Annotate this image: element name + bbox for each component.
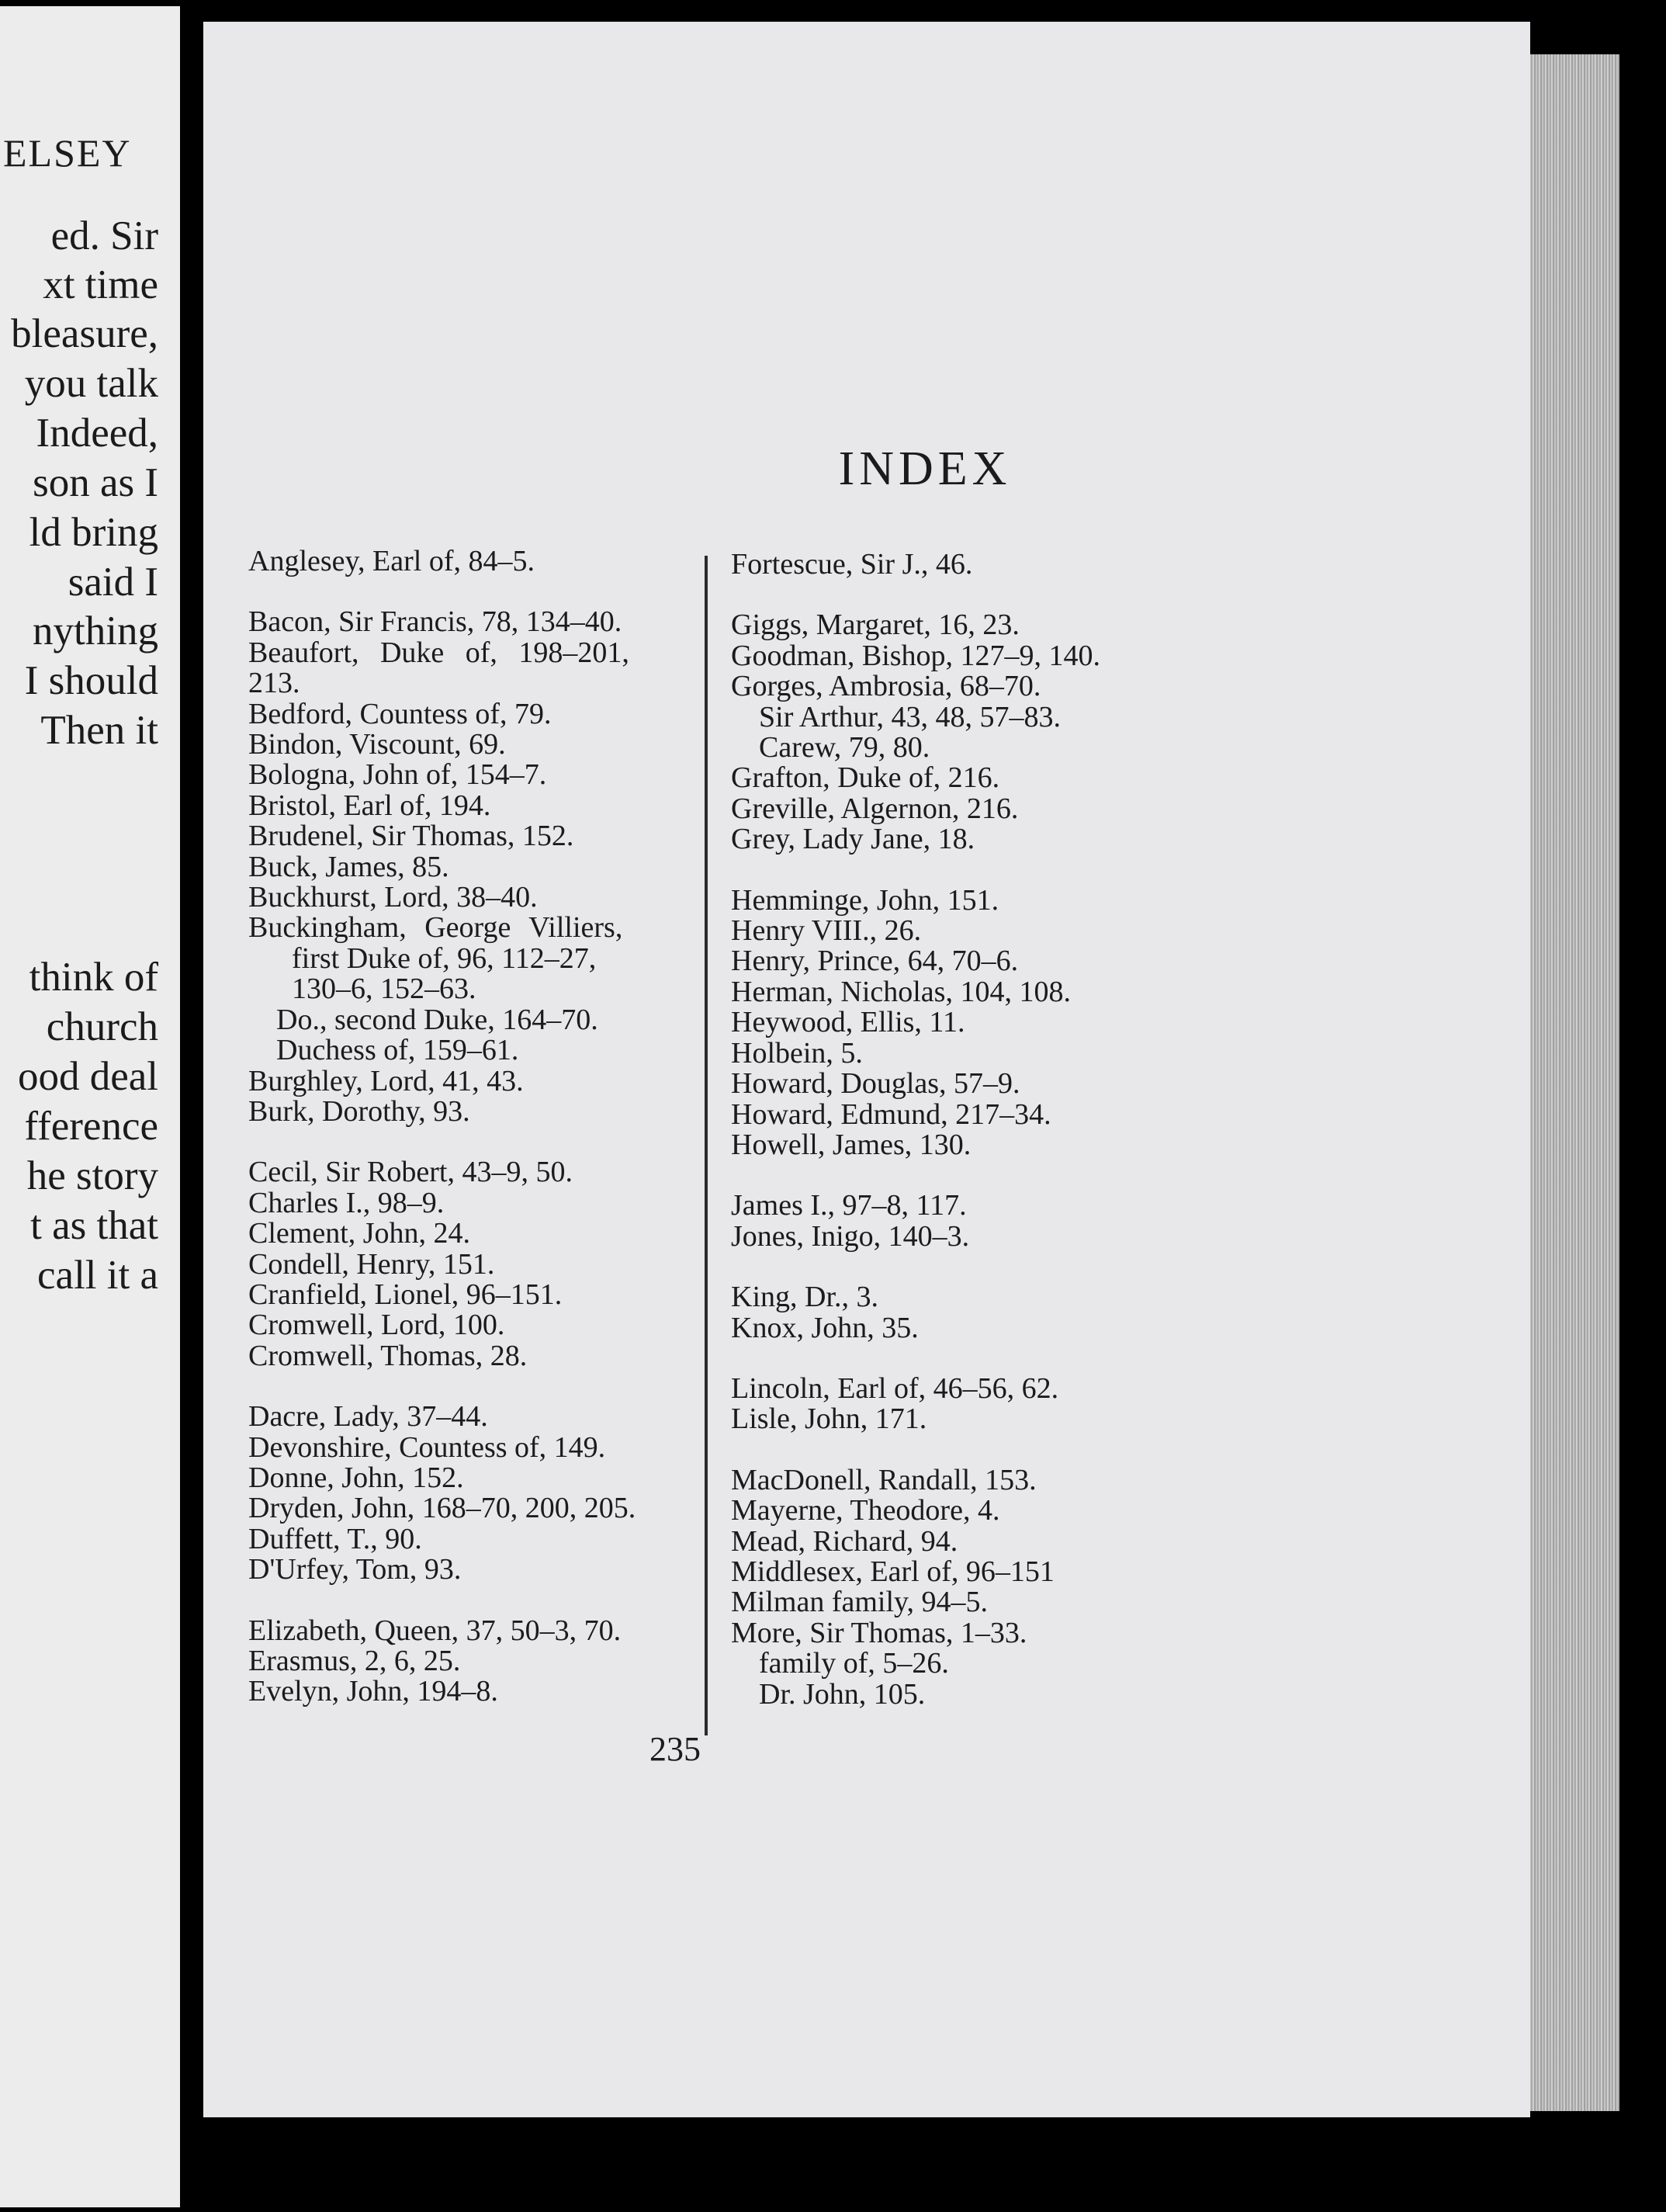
- left-line: xt time: [43, 262, 158, 307]
- left-line: he story: [26, 1153, 158, 1198]
- index-entry: Jones, Inigo, 140–3.: [731, 1219, 970, 1253]
- index-entry: Henry, Prince, 64, 70–6.: [731, 945, 1019, 978]
- index-entry: More, Sir Thomas, 1–33.: [731, 1616, 1027, 1649]
- index-entry: Erasmus, 2, 6, 25.: [248, 1645, 461, 1677]
- left-line: ld bring: [29, 510, 158, 555]
- index-entry: Duchess of, 159–61.: [276, 1034, 519, 1067]
- left-line: Then it: [40, 708, 158, 753]
- left-running-head: ELSEY: [3, 131, 132, 175]
- index-entry: Buckhurst, Lord, 38–40.: [248, 881, 538, 914]
- index-title: INDEX: [838, 442, 1012, 495]
- index-entry: Bacon, Sir Francis, 78, 134–40.: [248, 605, 622, 639]
- index-entry: Beaufort, Duke of, 198–201,: [248, 636, 629, 669]
- index-entry: Dacre, Lady, 37–44.: [248, 1400, 488, 1434]
- section-gap: [731, 1435, 1100, 1465]
- index-entry: Devonshire, Countess of, 149.: [248, 1430, 606, 1464]
- index-entry: Bologna, John of, 154–7.: [248, 758, 547, 792]
- index-entry: Cecil, Sir Robert, 43–9, 50.: [248, 1156, 573, 1189]
- index-entry: Bristol, Earl of, 194.: [248, 789, 491, 822]
- index-entry: first Duke of, 96, 112–27,: [292, 941, 597, 975]
- left-line: I should: [24, 658, 158, 703]
- index-entry: Holbein, 5.: [731, 1036, 863, 1070]
- book-edge-shadow: [1619, 54, 1666, 2212]
- index-entry: Lincoln, Earl of, 46–56, 62.: [731, 1371, 1059, 1405]
- index-entry: 130–6, 152–63.: [292, 973, 476, 1006]
- left-line: t as that: [30, 1203, 158, 1248]
- index-entry: King, Dr., 3.: [731, 1281, 878, 1314]
- index-entry: Cromwell, Lord, 100.: [248, 1309, 505, 1342]
- index-entry: Cromwell, Thomas, 28.: [248, 1339, 528, 1372]
- index-page: [203, 22, 1530, 2117]
- left-line: think of: [29, 955, 158, 1000]
- index-entry: D'Urfey, Tom, 93.: [248, 1553, 462, 1586]
- section-gap: [248, 577, 636, 607]
- index-entry: Heywood, Ellis, 11.: [731, 1006, 965, 1039]
- index-entry: Dryden, John, 168–70, 200, 205.: [248, 1492, 636, 1525]
- index-entry: MacDonell, Randall, 153.: [731, 1463, 1037, 1496]
- index-entry: Lisle, John, 171.: [731, 1402, 927, 1436]
- index-entry: Middlesex, Earl of, 96–151: [731, 1555, 1055, 1588]
- index-entry: Giggs, Margaret, 16, 23.: [731, 608, 1020, 642]
- index-entry: Evelyn, John, 194–8.: [248, 1675, 498, 1708]
- section-gap: [731, 580, 1100, 610]
- index-entry: Hemminge, John, 151.: [731, 883, 999, 917]
- index-entry: Greville, Algernon, 216.: [731, 792, 1019, 825]
- section-gap: [248, 1371, 636, 1402]
- left-line: said I: [68, 560, 158, 605]
- index-entry: Donne, John, 152.: [248, 1461, 464, 1494]
- index-entry: Mayerne, Theodore, 4.: [731, 1494, 1000, 1527]
- index-entry: Bindon, Viscount, 69.: [248, 728, 506, 761]
- left-line: bleasure,: [11, 311, 158, 356]
- index-column-right: [731, 550, 1100, 1710]
- index-entry: Howard, Douglas, 57–9.: [731, 1067, 1020, 1101]
- left-line: ood deal: [17, 1054, 158, 1099]
- index-entry: Sir Arthur, 43, 48, 57–83.: [759, 700, 1062, 733]
- index-entry: Fortescue, Sir J., 46.: [731, 548, 973, 581]
- index-entry: Grafton, Duke of, 216.: [731, 761, 1000, 795]
- section-gap: [731, 1343, 1100, 1374]
- section-gap: [731, 1252, 1100, 1282]
- index-column-left: [248, 546, 636, 1708]
- section-gap: [248, 1586, 636, 1616]
- index-entry: Burk, Dorothy, 93.: [248, 1094, 470, 1128]
- column-divider: [705, 556, 708, 1735]
- left-line: fference: [24, 1104, 158, 1149]
- index-entry: Dr. John, 105.: [759, 1677, 926, 1711]
- left-line: son as I: [33, 460, 158, 505]
- left-line: nything: [33, 608, 158, 654]
- index-entry: Howell, James, 130.: [731, 1128, 972, 1161]
- left-line: call it a: [37, 1253, 158, 1298]
- index-entry: Do., second Duke, 164–70.: [276, 1003, 598, 1036]
- index-entry: Anglesey, Earl of, 84–5.: [248, 545, 535, 577]
- left-line: you talk: [24, 361, 158, 406]
- index-entry: Mead, Richard, 94.: [731, 1524, 958, 1558]
- index-entry: Brudenel, Sir Thomas, 152.: [248, 820, 574, 853]
- left-line: Indeed,: [36, 411, 158, 456]
- index-entry: Carew, 79, 80.: [759, 731, 930, 764]
- left-line: ed. Sir: [50, 213, 158, 258]
- index-entry: Herman, Nicholas, 104, 108.: [731, 975, 1071, 1008]
- index-entry: Clement, John, 24.: [248, 1217, 471, 1250]
- index-entry: Burghley, Lord, 41, 43.: [248, 1064, 524, 1097]
- index-entry: Charles I., 98–9.: [248, 1186, 445, 1219]
- book-gutter: [180, 0, 203, 2212]
- page-edges: [1530, 54, 1619, 2111]
- left-line: church: [46, 1004, 158, 1049]
- index-entry: Grey, Lady Jane, 18.: [731, 823, 975, 856]
- index-entry: Knox, John, 35.: [731, 1311, 919, 1344]
- index-entry: Cranfield, Lionel, 96–151.: [248, 1278, 563, 1311]
- index-entry: Howard, Edmund, 217–34.: [731, 1097, 1051, 1131]
- index-entry: Goodman, Bishop, 127–9, 140.: [731, 639, 1101, 672]
- index-entry: Henry VIII., 26.: [731, 914, 922, 948]
- index-entry: Duffett, T., 90.: [248, 1522, 422, 1555]
- index-entry: Buck, James, 85.: [248, 850, 449, 883]
- index-entry: family of, 5–26.: [759, 1647, 949, 1680]
- index-entry: Bedford, Countess of, 79.: [248, 697, 552, 730]
- index-entry: Condell, Henry, 151.: [248, 1247, 495, 1281]
- section-gap: [731, 855, 1100, 886]
- index-entry: James I., 97–8, 117.: [731, 1189, 967, 1222]
- index-entry: Gorges, Ambrosia, 68–70.: [731, 670, 1041, 703]
- index-entry: Buckingham, George Villiers,: [248, 911, 623, 945]
- index-entry: 213.: [248, 667, 300, 700]
- page-number: 235: [649, 1730, 701, 1768]
- section-gap: [248, 1127, 636, 1157]
- index-entry: Elizabeth, Queen, 37, 50–3, 70.: [248, 1614, 622, 1647]
- index-entry: Milman family, 94–5.: [731, 1586, 989, 1619]
- section-gap: [731, 1160, 1100, 1191]
- left-page: [0, 6, 180, 2207]
